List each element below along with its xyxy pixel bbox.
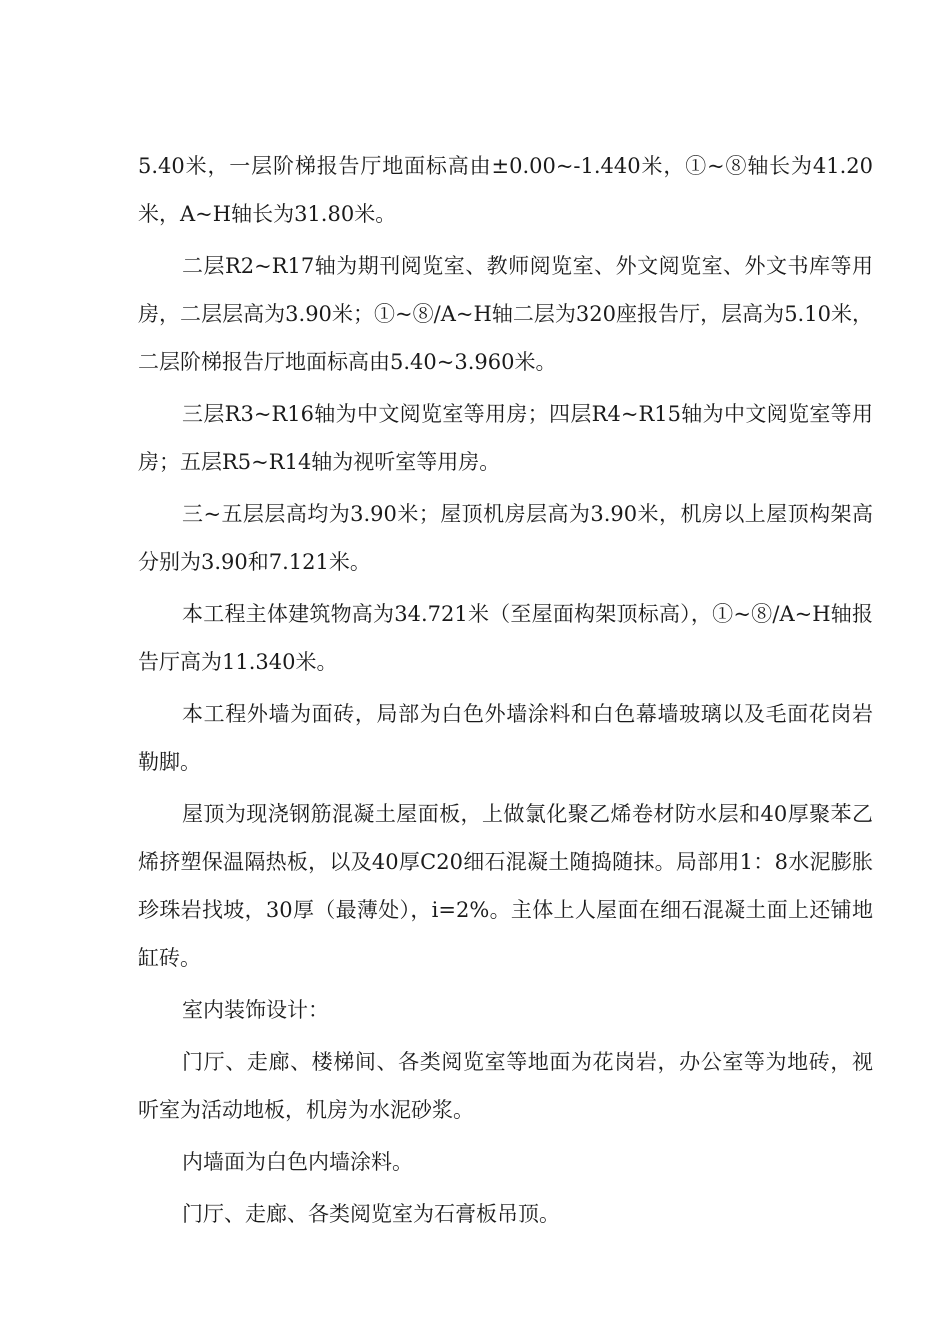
paragraph-floor2: 二层R2~R17轴为期刊阅览室、教师阅览室、外文阅览室、外文书库等用房，二层层高为3.90米；①~⑧/A~H轴二层为320座报告厅，层高为5.10米，二层阶梯报告厅地面标高由5.40~3.960米。 bbox=[138, 254, 873, 374]
paragraph-interior-heading: 室内装饰设计： bbox=[182, 998, 329, 1022]
paragraph-exterior-wall: 本工程外墙为面砖，局部为白色外墙涂料和白色幕墙玻璃以及毛面花岗岩勒脚。 bbox=[138, 702, 873, 774]
paragraph-floor1-continued: 5.40米，一层阶梯报告厅地面标高由±0.00~-1.440米，①~⑧轴长为41.20米，A~H轴长为31.80米。 bbox=[138, 154, 873, 226]
paragraph-interior-walls: 内墙面为白色内墙涂料。 bbox=[182, 1150, 413, 1174]
paragraph-ceilings: 门厅、走廊、各类阅览室为石膏板吊顶。 bbox=[182, 1202, 560, 1226]
document-body bbox=[138, 142, 873, 1242]
paragraph-roof: 屋顶为现浇钢筋混凝土屋面板，上做氯化聚乙烯卷材防水层和40厚聚苯乙烯挤塑保温隔热板，以及40厚C20细石混凝土随捣随抹。局部用1：8水泥膨胀珍珠岩找坡，30厚（最薄处），i=2%。主体上人屋面在细石混凝土面上还铺地缸砖。 bbox=[138, 802, 873, 970]
paragraph-building-height: 本工程主体建筑物高为34.721米（至屋面构架顶标高），①~⑧/A~H轴报告厅高为11.340米。 bbox=[138, 602, 873, 674]
paragraph-floor-heights: 三~五层层高均为3.90米；屋顶机房层高为3.90米，机房以上屋顶构架高分别为3.90和7.121米。 bbox=[138, 502, 873, 574]
paragraph-flooring: 门厅、走廊、楼梯间、各类阅览室等地面为花岗岩，办公室等为地砖，视听室为活动地板，机房为水泥砂浆。 bbox=[138, 1050, 873, 1122]
paragraph-floors3-5: 三层R3~R16轴为中文阅览室等用房；四层R4~R15轴为中文阅览室等用房；五层R5~R14轴为视听室等用房。 bbox=[138, 402, 873, 474]
